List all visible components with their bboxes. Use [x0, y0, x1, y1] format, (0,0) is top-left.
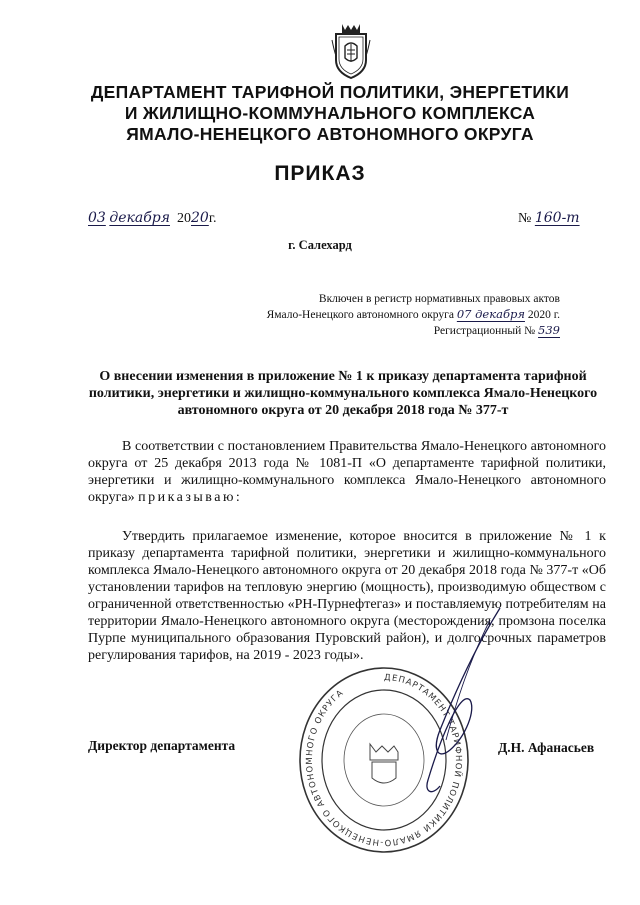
department-header — [60, 82, 600, 145]
header-line-3: ЯМАЛО-НЕНЕЦКОГО АВТОНОМНОГО ОКРУГА — [126, 124, 534, 144]
order-date — [88, 210, 216, 227]
registry-line-1: Включен в регистр нормативных правовых актов — [318, 293, 560, 305]
date-year-suffix: 20 — [190, 210, 209, 226]
seal-ring-text: ДЕПАРТАМЕНТ ТАРИФНОЙ ПОЛИТИКИ ЯМАЛО-НЕНЕЦКОГО АВТОНОМНОГО ОКРУГА — [304, 672, 463, 848]
order-number-prefix: № — [518, 211, 532, 226]
registry-number-label: Регистрационный № — [433, 325, 536, 337]
header-line-2: И ЖИЛИЩНО-КОММУНАЛЬНОГО КОМПЛЕКСА — [124, 103, 536, 123]
order-word: приказываю: — [138, 490, 243, 505]
order-subject: О внесении изменения в приложение № 1 к приказу департамента тарифной политики, энергетики и жилищно-коммунального комплекса Ямало-Ненецкого автономного округа от 20 декабря 2018 года № 377-т — [88, 369, 598, 418]
date-month: декабря — [109, 210, 170, 226]
registry-line-2 — [190, 307, 560, 323]
date-day: 03 — [88, 210, 106, 226]
operative-paragraph: Утвердить прилагаемое изменение, которое вносится в приложение № 1 к приказу департамента тарифной политики, энергетики и жилищно-коммунального комплекса Ямало-Ненецкого автономного округа от 20 декабря 2018 года № 377-т «Об установлении тарифов на тепловую энергию (мощность), производимую обществом с ограниченной ответственностью «РН-Пурнефтегаз» и поставляемую потребителям на территории Ямало-Ненецкого автономного округа (месторождения, промзона поселка Пурпе муниципального образования Пуровский район), и долгосрочных параметров регулирования тарифов, на 2019 - 2023 годы». — [88, 529, 606, 663]
city: г. Салехард — [288, 238, 352, 252]
order-number — [518, 210, 580, 227]
handwritten-signature-icon — [380, 600, 520, 800]
registry-line-3 — [190, 323, 560, 339]
director-name: Д.Н. Афанасьев — [498, 740, 595, 755]
director-position: Директор департамента — [88, 738, 236, 753]
registry-year: 2020 г. — [527, 309, 560, 321]
registry-authority: Ямало-Ненецкого автономного округа — [266, 309, 454, 321]
header-line-1: ДЕПАРТАМЕНТ ТАРИФНОЙ ПОЛИТИКИ, ЭНЕРГЕТИКИ — [90, 82, 570, 102]
document-title: ПРИКАЗ — [274, 162, 366, 185]
preamble-text: В соответствии с постановлением Правительства Ямало-Ненецкого автономного округа от 25 декабря 2013 года № 1081-П «О департаменте тарифной политики, энергетики и жилищно-коммунального комплекса Ямало-Ненецкого автономного округа» — [88, 439, 606, 505]
registry-number: 539 — [538, 323, 560, 337]
registry-stamp — [190, 292, 560, 339]
order-number-value: 160-т — [534, 210, 580, 226]
date-year-prefix: 20 — [176, 211, 191, 226]
coat-of-arms-icon — [330, 20, 372, 80]
preamble-paragraph — [88, 438, 606, 506]
registry-date: 07 декабря — [456, 307, 525, 321]
date-suffix: г. — [208, 211, 217, 226]
